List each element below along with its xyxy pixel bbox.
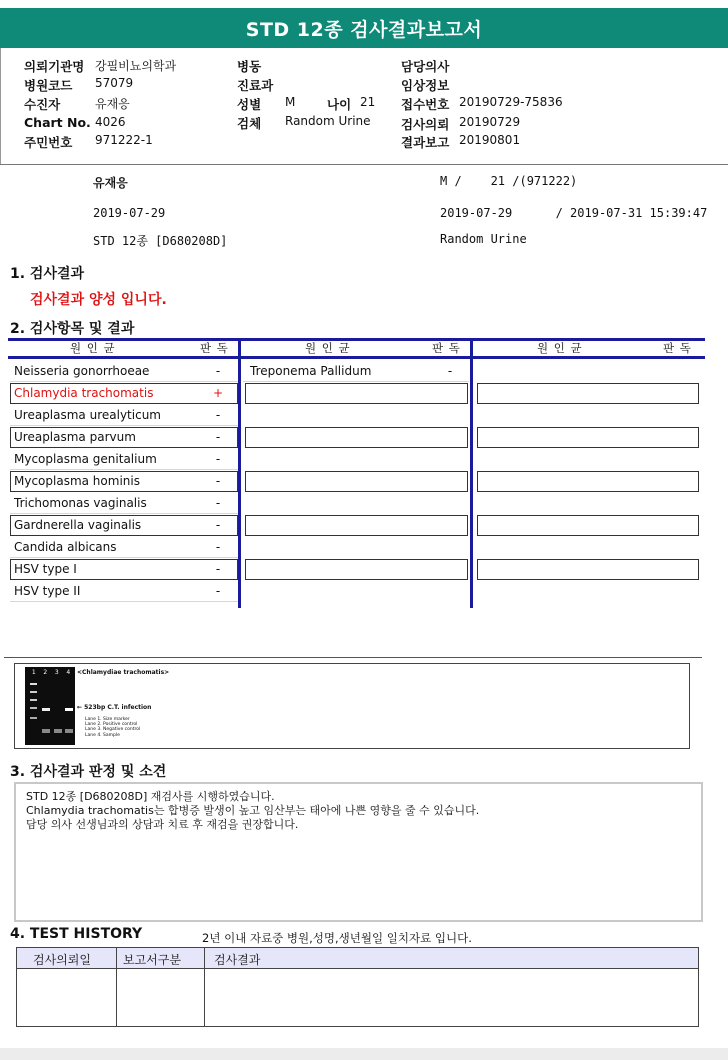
meta-label-ward: 병동 [237, 59, 262, 74]
gel-lane-4: 4 [66, 669, 71, 676]
section2-title: 2. 검사항목 및 결과 [10, 321, 135, 337]
pathogen-name: Ureaplasma parvum [14, 430, 136, 444]
meta-value-resident-no: 971222-1 [95, 133, 153, 147]
gel-band [30, 707, 37, 709]
col2-pathogen-header: 원 인 균 [305, 341, 351, 355]
gel-legend-item: Lane 1. Size marker [85, 717, 130, 722]
header-left-border [0, 48, 1, 164]
col3-judge-header: 판 독 [663, 341, 692, 355]
empty-result-box [245, 515, 468, 536]
opinion-line-1: STD 12종 [D680208D] 재검사를 시행하였습니다. [26, 790, 275, 803]
meta-label-institution: 의뢰기관명 [24, 59, 85, 74]
col2-row-mark: - [447, 364, 453, 378]
col3-pathogen-header: 원 인 균 [537, 341, 583, 355]
meta-value-sex: M [285, 95, 296, 109]
meta-label-age: 나이 [327, 97, 352, 112]
history-table [16, 947, 699, 1027]
history-col-request-date: 검사의뢰일 [33, 953, 91, 967]
pathogen-name: Ureaplasma urealyticum [14, 408, 161, 422]
meta-label-receipt-no: 접수번호 [401, 97, 450, 112]
meta-label-specimen: 검체 [237, 116, 262, 131]
gel-lane-1: 1 [31, 669, 36, 676]
meta-value-specimen: Random Urine [285, 114, 371, 128]
row-separator [10, 381, 238, 382]
pathogen-name: Gardnerella vaginalis [14, 518, 142, 532]
report-title: STD 12종 검사결과보고서 [0, 8, 728, 48]
gel-top-rule [4, 657, 702, 658]
table-divider-2 [470, 338, 473, 608]
gel-legend-item: Lane 2. Positive control [85, 722, 138, 728]
history-col-result: 검사결과 [214, 953, 261, 967]
section4-note: 2년 이내 자료중 병원,성명,생년월일 일치자료 입니다. [202, 931, 472, 945]
pathogen-name: Chlamydia trachomatis [14, 386, 154, 400]
meta-label-sex: 성별 [237, 97, 262, 112]
empty-result-box [245, 427, 468, 448]
empty-result-box [477, 427, 699, 448]
empty-result-box [245, 471, 468, 492]
meta-value-request-date: 20190729 [459, 115, 521, 129]
pathogen-judgement: - [215, 474, 221, 488]
col2-row-separator [243, 381, 469, 382]
opinion-text-box [14, 782, 703, 922]
meta-label-clinical-info: 임상정보 [401, 78, 450, 93]
meta-label-patient: 수진자 [24, 97, 61, 112]
table-divider-1 [238, 338, 241, 608]
pathogen-name: Neisseria gonorrhoeae [14, 364, 150, 378]
col2-row-name: Treponema Pallidum [250, 364, 372, 378]
page-bottom-band [0, 1048, 728, 1060]
patient-name: 유재응 [93, 176, 128, 190]
gel-band [65, 708, 73, 711]
pathogen-judgement: - [215, 584, 221, 598]
pathogen-judgement: - [215, 540, 221, 554]
positive-result-text: 검사결과 양성 입니다. [30, 292, 167, 308]
pathogen-judgement: - [215, 408, 221, 422]
col1-judge-header: 판 독 [200, 341, 229, 355]
pathogen-judgement: + [212, 386, 224, 400]
gel-lane-2: 2 [43, 669, 48, 676]
meta-value-institution: 강필비뇨의학과 [95, 59, 177, 73]
gel-lane-3: 3 [54, 669, 59, 676]
empty-result-box [245, 383, 468, 404]
row-separator [10, 469, 238, 470]
meta-value-receipt-no: 20190729-75836 [459, 95, 563, 109]
pathogen-judgement: - [215, 430, 221, 444]
gel-band-annotation [77, 704, 151, 711]
empty-result-box [477, 515, 699, 536]
meta-label-hospital-code: 병원코드 [24, 78, 73, 93]
gel-band [42, 729, 50, 733]
gel-image [25, 667, 75, 745]
gel-caption: <Chlamydiae trachomatis> [77, 669, 170, 676]
empty-result-box [477, 471, 699, 492]
pathogen-judgement: - [215, 562, 221, 576]
table-header-bottom-line [8, 356, 705, 359]
gel-band [30, 691, 37, 693]
header-divider [0, 164, 728, 165]
empty-result-box [477, 383, 699, 404]
gel-band-label: 523bp C.T. infection [84, 704, 152, 711]
meta-label-request-date: 검사의뢰 [401, 117, 450, 132]
section3-title: 3. 검사결과 판정 및 소견 [10, 764, 167, 780]
meta-label-resident-no: 주민번호 [24, 135, 73, 150]
history-col-divider-2 [204, 948, 205, 1026]
col1-pathogen-header: 원 인 균 [70, 341, 116, 355]
gel-band [65, 729, 73, 733]
gel-band [30, 699, 37, 701]
pathogen-name: HSV type I [14, 562, 77, 576]
patient-test-code: STD 12종 [D680208D] [93, 234, 228, 248]
col2-judge-header: 판 독 [432, 341, 461, 355]
patient-sex-age-id: M / 21 /(971222) [440, 174, 578, 188]
pathogen-name: HSV type II [14, 584, 81, 598]
meta-label-department: 진료과 [237, 78, 274, 93]
history-col-divider-1 [116, 948, 117, 1026]
history-table-header [17, 948, 698, 969]
gel-lane-numbers [28, 669, 74, 676]
patient-specimen: Random Urine [440, 232, 527, 246]
meta-value-age: 21 [360, 95, 376, 109]
pathogen-name: Candida albicans [14, 540, 117, 554]
row-separator [10, 513, 238, 514]
meta-label-doctor: 담당의사 [401, 59, 450, 74]
meta-value-chart-no: 4026 [95, 115, 126, 129]
pathogen-judgement: - [215, 452, 221, 466]
pathogen-judgement: - [215, 518, 221, 532]
gel-legend-item: Lane 4. Sample [85, 732, 120, 738]
meta-value-patient: 유재응 [95, 97, 130, 111]
opinion-line-2: Chlamydia trachomatis는 합병증 발생이 높고 임산부는 태아에 나쁜 영향을 줄 수 있습니다. [26, 804, 480, 817]
row-separator [10, 601, 238, 602]
meta-label-chart-no: Chart No. [24, 115, 91, 130]
patient-dates: 2019-07-29 / 2019-07-31 15:39:47 [440, 206, 708, 220]
gel-band [30, 683, 37, 685]
gel-band [30, 717, 37, 719]
history-col-report-type: 보고서구분 [123, 953, 181, 967]
row-separator [10, 557, 238, 558]
pathogen-name: Trichomonas vaginalis [14, 496, 147, 510]
arrow-left-icon: ← [77, 704, 85, 711]
empty-result-box [245, 559, 468, 580]
pathogen-name: Mycoplasma hominis [14, 474, 140, 488]
gel-band [54, 729, 62, 733]
patient-request-date: 2019-07-29 [93, 206, 166, 220]
opinion-line-3: 담당 의사 선생님과의 상담과 치료 후 재검을 권장합니다. [26, 818, 299, 831]
section1-title: 1. 검사결과 [10, 266, 85, 282]
section4-title: 4. TEST HISTORY [10, 926, 143, 942]
meta-value-report-date: 20190801 [459, 133, 521, 147]
empty-result-box [477, 559, 699, 580]
pathogen-name: Mycoplasma genitalium [14, 452, 157, 466]
row-separator [10, 425, 238, 426]
pathogen-judgement: - [215, 364, 221, 378]
meta-value-hospital-code: 57079 [95, 76, 134, 90]
gel-legend-item: Lane 3. Negative control [85, 727, 141, 733]
pathogen-judgement: - [215, 496, 221, 510]
gel-legend [85, 717, 140, 738]
gel-band [42, 708, 50, 711]
gel-image-frame [14, 663, 690, 749]
meta-label-report-date: 결과보고 [401, 135, 450, 150]
